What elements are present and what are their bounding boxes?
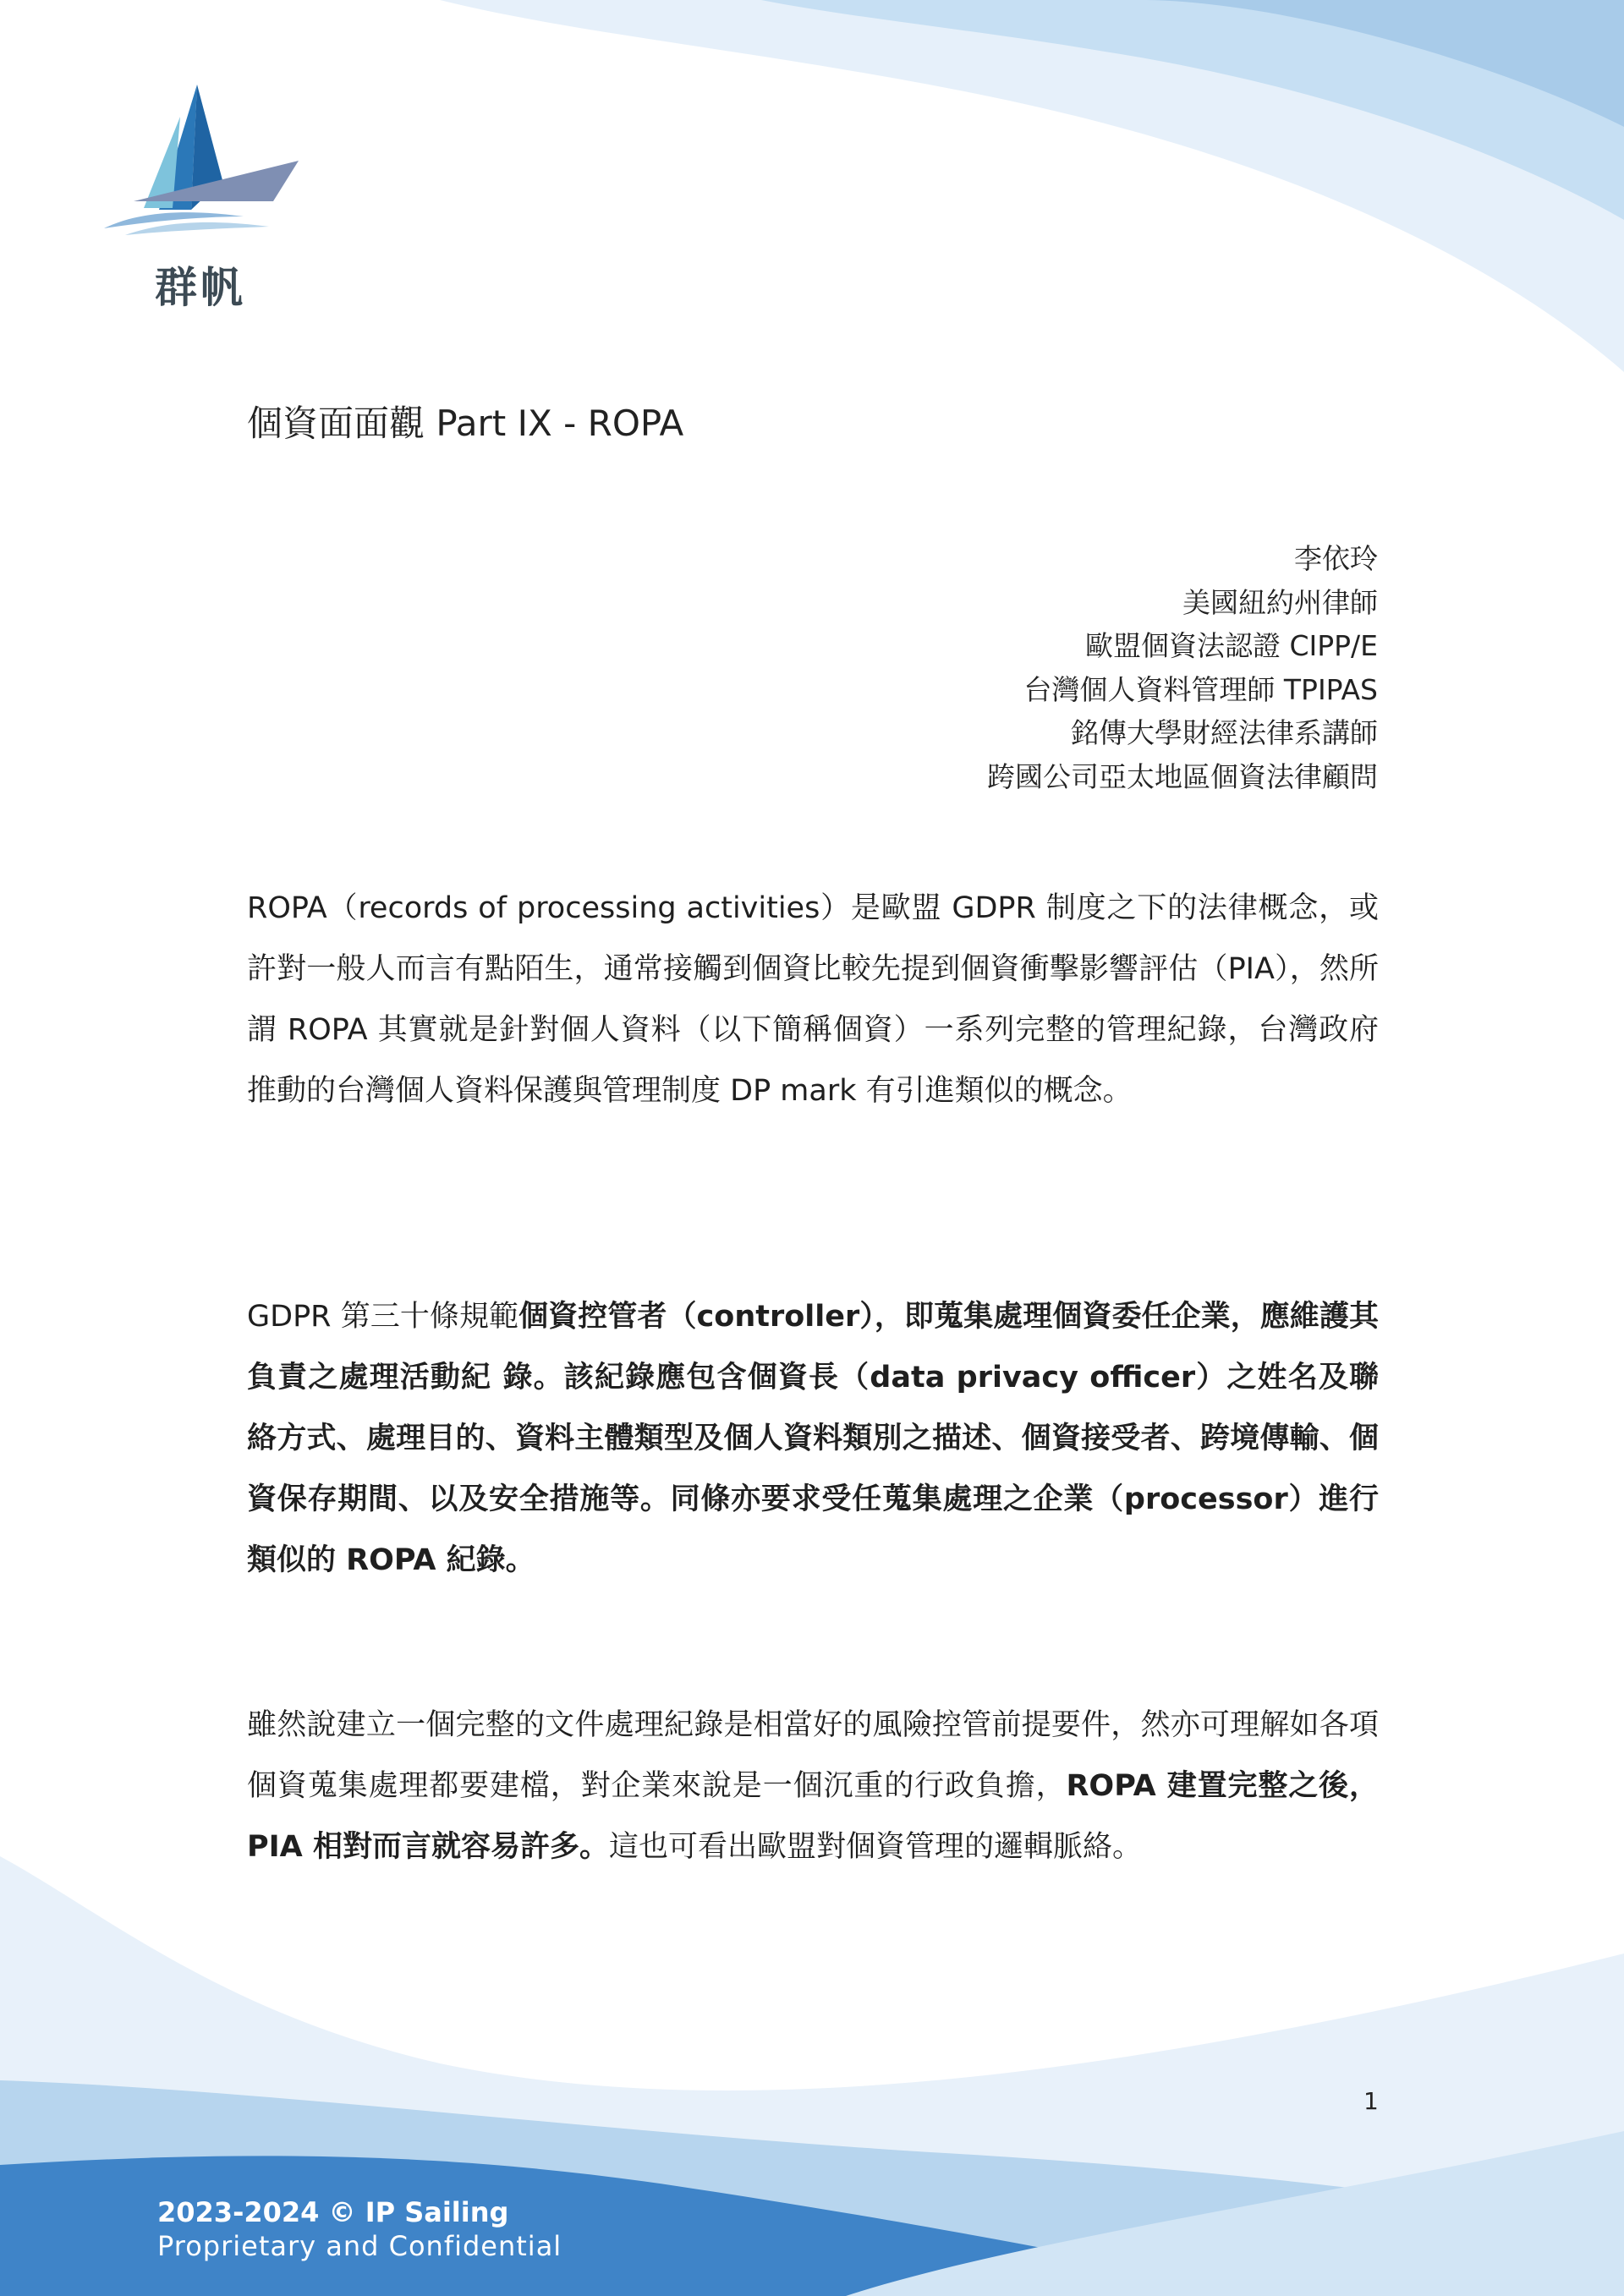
sailboat-logo-icon bbox=[100, 83, 303, 252]
page-number: 1 bbox=[1363, 2087, 1379, 2115]
paragraph-emphasis: ROPA 建置完整之後， PIA 相對而言就容易許多。 bbox=[247, 1769, 1379, 1864]
paragraph-gdpr-article-30 bbox=[247, 1286, 1379, 1591]
author-credential: 台灣個人資料管理師 TPIPAS bbox=[1023, 672, 1378, 706]
author-credential: 銘傳大學財經法律系講師 bbox=[1071, 716, 1378, 749]
author-name: 李依玲 bbox=[1294, 542, 1378, 575]
author-credential: 歐盟個資法認證 CIPP/E bbox=[1084, 629, 1378, 662]
footer-copyright: 2023-2024 © IP Sailing bbox=[157, 2196, 509, 2228]
page-title: 個資面面觀 Part IX - ROPA bbox=[247, 403, 684, 444]
author-block bbox=[987, 537, 1378, 798]
paragraph-ropa-intro: ROPA（records of processing activities）是歐盟 GDPR 制度之下的法律概念，或許對一般人而言有點陌生，通常接觸到個資比較先提到個資衝擊影響評估（PIA），然所謂 ROPA 其實就是針對個人資料（以下簡稱個資）一系列完整的管理紀錄，台灣政府推動的台灣個人資料保護與管理制度 DP mark 有引進類似的概念。 bbox=[247, 891, 1379, 1108]
footer bbox=[157, 2195, 562, 2263]
logo-wordmark: 群帆 bbox=[155, 263, 246, 312]
paragraph-text: 雖然說建立一個完整的文件處理紀錄是相當好的風險控管前提要件，然亦可理解如各項個資蒐集處理都要建檔，對企業來說是一個沉重的行政負擔， bbox=[247, 1708, 1379, 1803]
paragraph-emphasis: 個資控管者（controller），即蒐集處理個資委任企業，應維護其負責之處理活動紀 錄。該紀錄應包含個資長（data privacy officer）之姓名及聯絡方式、處理目的、資料主體類型及個人資料類別之描述、個資接受者、跨境傳輸、個資保存期間、以及安全措施等。同條亦要求受任蒐集處理之企業（processor）進行類似的 ROPA 紀錄。 bbox=[247, 1300, 1379, 1577]
paragraph-text: 這也可看出歐盟對個資管理的邏輯脈絡。 bbox=[608, 1830, 1142, 1864]
paragraph-conclusion bbox=[247, 1695, 1379, 1877]
footer-confidential: Proprietary and Confidential bbox=[157, 2230, 562, 2262]
author-credential: 跨國公司亞太地區個資法律顧問 bbox=[987, 759, 1378, 793]
author-credential: 美國紐約州律師 bbox=[1182, 585, 1378, 619]
paragraph-text: GDPR 第三十條規範 bbox=[247, 1300, 519, 1334]
